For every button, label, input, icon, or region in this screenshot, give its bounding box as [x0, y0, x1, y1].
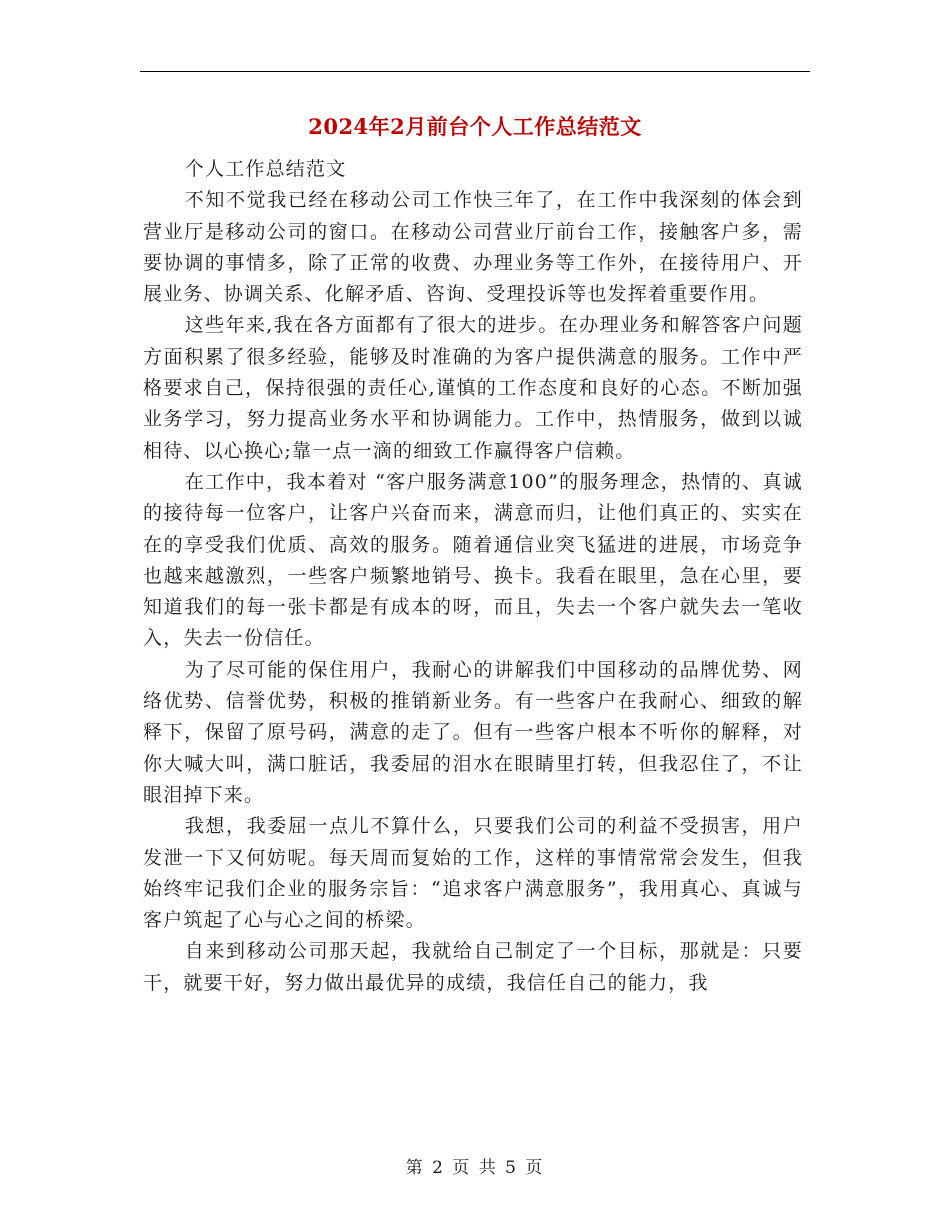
- paragraph-4: 为了尽可能的保住用户，我耐心的讲解我们中国移动的品牌优势、网络优势、信誉优势，积极的推销新业务。有一些客户在我耐心、细致的解释下，保留了原号码，满意的走了。但有一些客户根本不听你的解释，对你大喊大叫，满口脏话，我委屈的泪水在眼睛里打转，但我忍住了，不让眼泪掉下来。: [143, 658, 803, 806]
- document-body: [143, 154, 803, 999]
- paragraph-6: 自来到移动公司那天起，我就给自己制定了一个目标，那就是：只要干，就要干好，努力做出最优异的成绩，我信任自己的能力，我: [143, 940, 803, 994]
- document-title: 2024年2月前台个人工作总结范文: [308, 114, 642, 139]
- paragraph-3: 在工作中，我本着对 “客户服务满意100”的服务理念，热情的、真诚的接待每一位客户，让客户兴奋而来，满意而归，让他们真正的、实实在在的享受我们优质、高效的服务。随着通信业突飞猛进的进展，市场竞争也越来越激烈，一些客户频繁地销号、换卡。我看在眼里，急在心里，要知道我们的每一张卡都是有成本的呀，而且，失去一个客户就失去一笔收入，失去一份信任。: [143, 470, 803, 650]
- page-number-footer: 第 2 页 共 5 页: [405, 1158, 545, 1178]
- paragraph-1: 不知不觉我已经在移动公司工作快三年了，在工作中我深刻的体会到营业厅是移动公司的窗口。在移动公司营业厅前台工作，接触客户多，需要协调的事情多，除了正常的收费、办理业务等工作外，在接待用户、开展业务、协调关系、化解矛盾、咨询、受理投诉等也发挥着重要作用。: [143, 189, 803, 306]
- header-rule: [140, 71, 810, 72]
- paragraph-2: 这些年来,我在各方面都有了很大的进步。在办理业务和解答客户问题方面积累了很多经验，能够及时准确的为客户提供满意的服务。工作中严格要求自己，保持很强的责任心,谨慎的工作态度和良好的心态。不断加强业务学习，努力提高业务水平和协调能力。工作中，热情服务，做到以诚相待、以心换心;靠一点一滴的细致工作赢得客户信赖。: [143, 314, 803, 462]
- section-subtitle: 个人工作总结范文: [184, 158, 347, 180]
- paragraph-5: 我想，我委屈一点儿不算什么，只要我们公司的利益不受损害，用户发泄一下又何妨呢。每天周而复始的工作，这样的事情常常会发生，但我始终牢记我们企业的服务宗旨：“追求客户满意服务”，我用真心、真诚与客户筑起了心与心之间的桥梁。: [143, 815, 803, 932]
